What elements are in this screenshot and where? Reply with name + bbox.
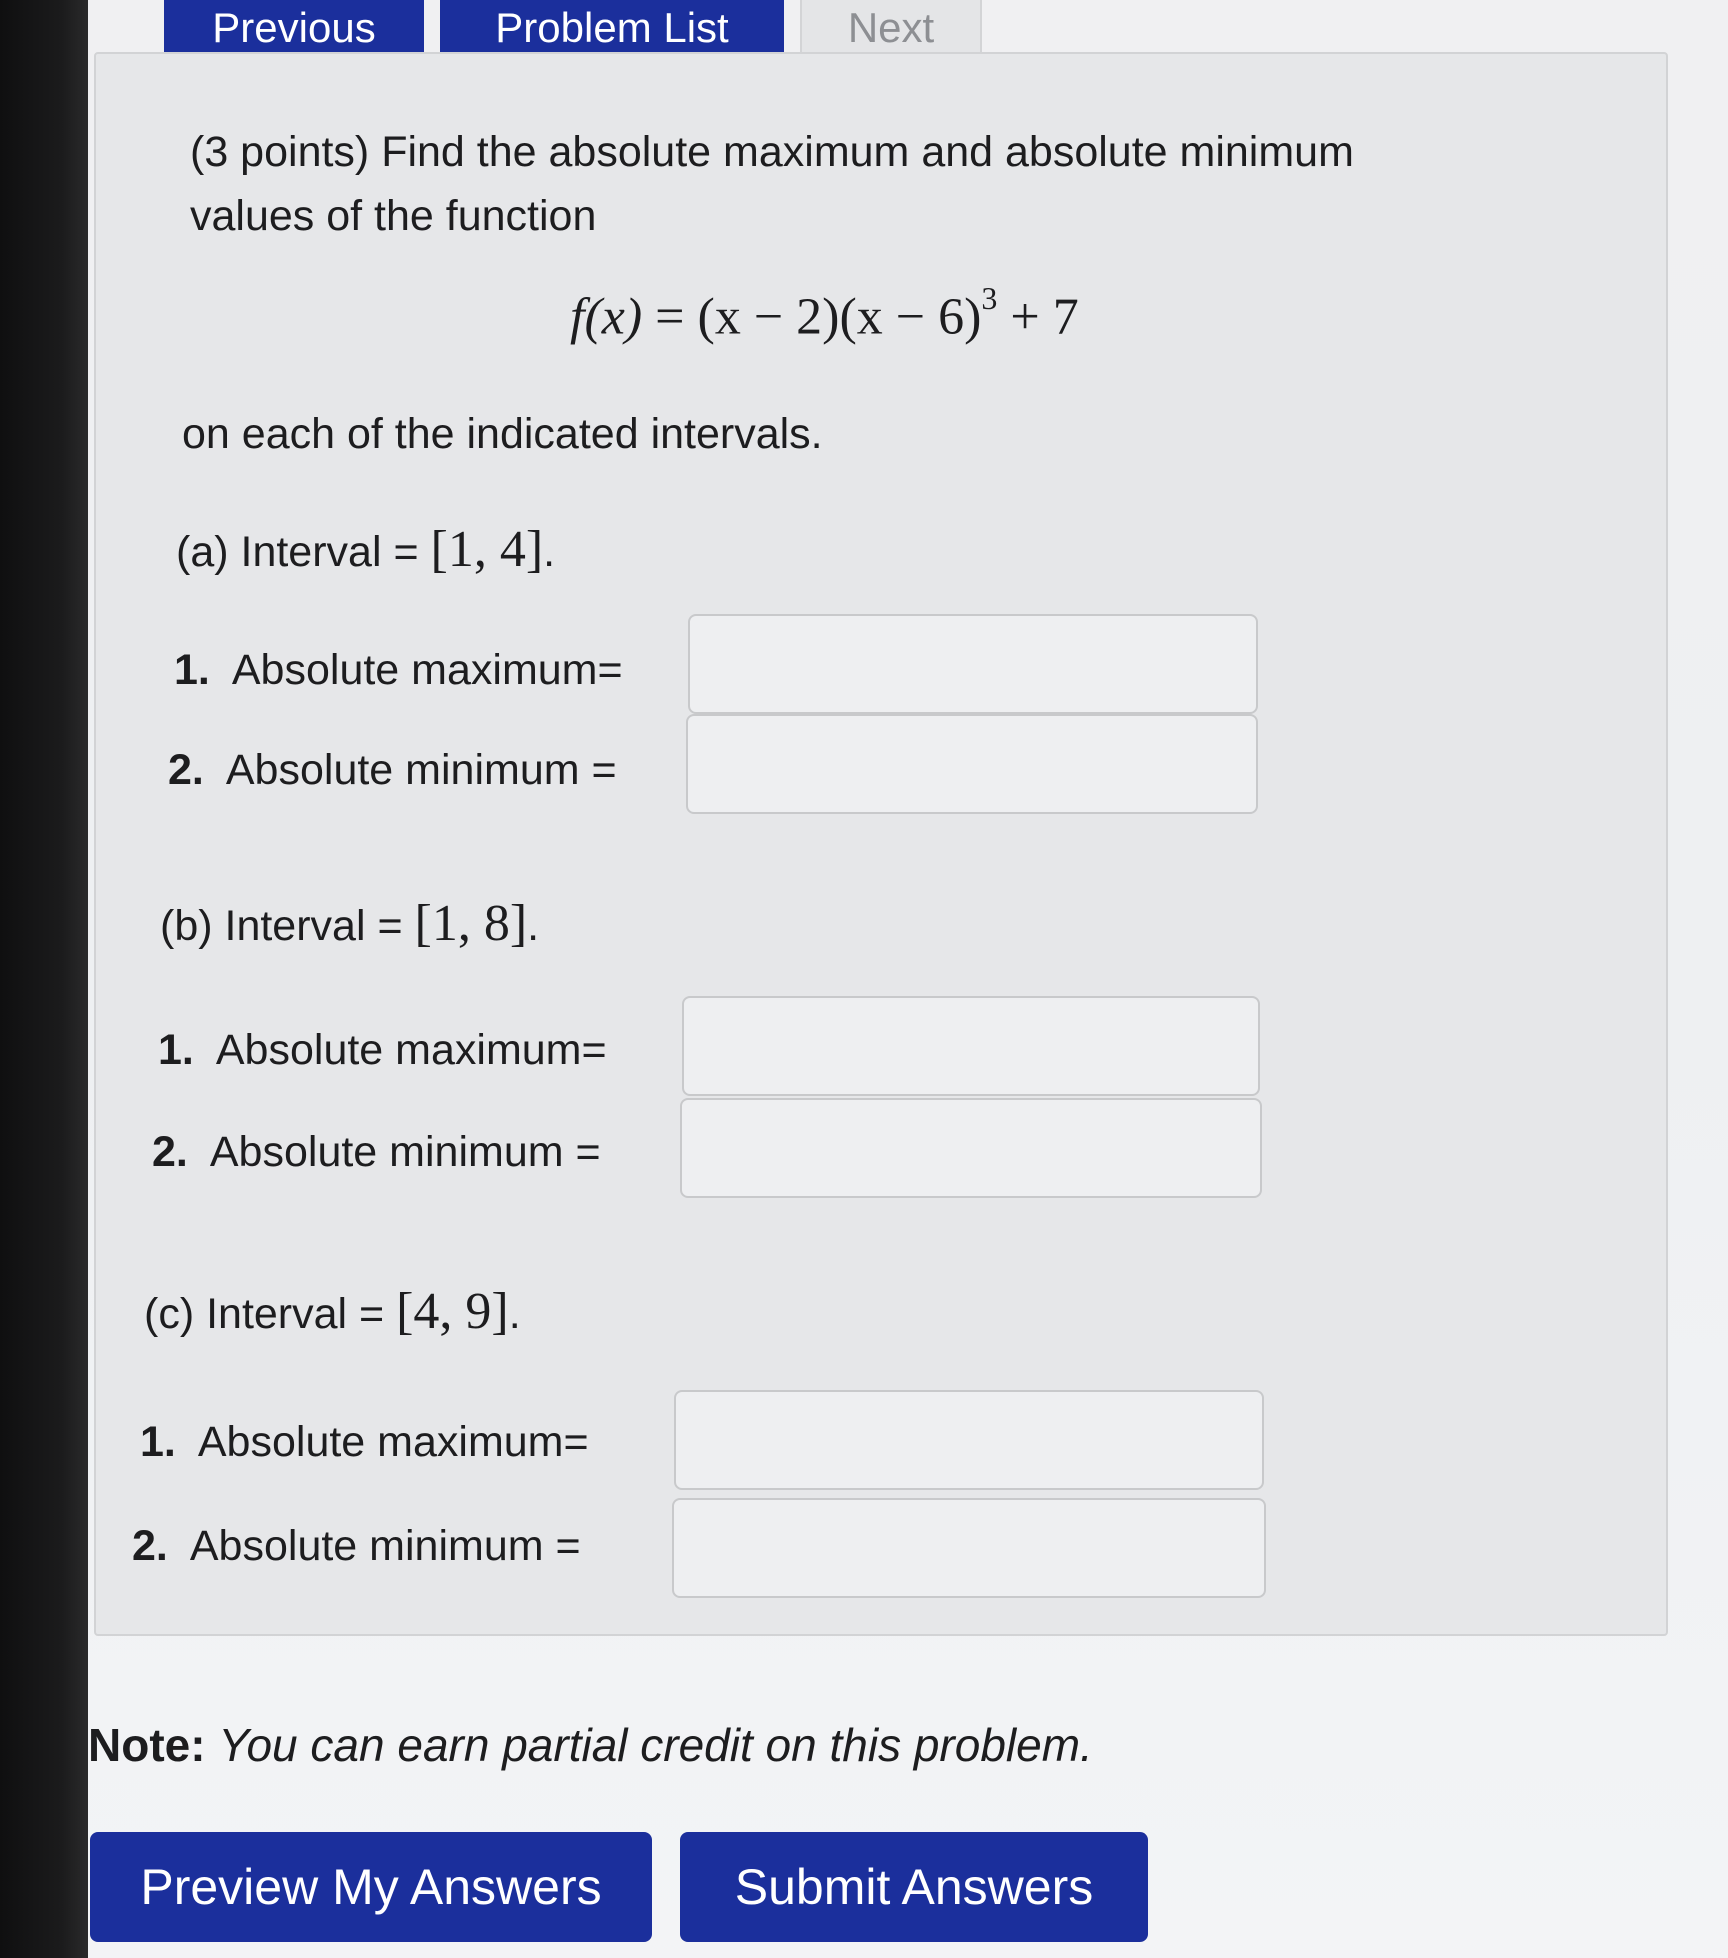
part-b-min-text: Absolute minimum = <box>209 1128 601 1176</box>
part-a-label: (a) Interval = <box>176 528 431 576</box>
function-rhs-part2: + 7 <box>1010 288 1079 346</box>
part-c-min-input[interactable] <box>672 1498 1266 1598</box>
part-c-min-text: Absolute minimum = <box>189 1522 581 1570</box>
part-a-interval: [1, 4] <box>430 521 544 578</box>
part-c-min-label <box>132 1522 581 1571</box>
submit-answers-button[interactable] <box>680 1832 1148 1942</box>
part-c-max-num: 1. <box>140 1418 176 1466</box>
intervals-intro: on each of the indicated intervals. <box>182 410 823 458</box>
part-c-max-text: Absolute maximum= <box>197 1418 589 1466</box>
part-b-heading <box>160 894 539 953</box>
part-c-min-num: 2. <box>132 1522 168 1570</box>
problem-list-button-label: Problem List <box>495 4 729 51</box>
part-b-interval: [1, 8] <box>414 895 528 952</box>
function-lhs: f(x) <box>570 288 643 346</box>
note-label: Note: <box>88 1719 206 1771</box>
submit-answers-label: Submit Answers <box>734 1859 1094 1915</box>
part-b-min-num: 2. <box>152 1128 188 1176</box>
problem-intro-line-2: values of the function <box>190 192 597 240</box>
part-b-suffix: . <box>527 902 540 950</box>
part-c-label: (c) Interval = <box>144 1290 397 1338</box>
part-a-max-label <box>174 646 623 695</box>
function-formula <box>570 280 1079 346</box>
part-a-min-input[interactable] <box>686 714 1258 814</box>
next-button-label: Next <box>847 4 935 51</box>
part-b-max-input[interactable] <box>682 996 1260 1096</box>
part-b-label: (b) Interval = <box>160 902 415 950</box>
part-c-heading <box>144 1282 521 1341</box>
part-a-min-num: 2. <box>168 746 204 794</box>
note-text: You can earn partial credit on this problem. <box>218 1719 1093 1771</box>
device-bezel <box>0 0 88 1958</box>
part-a-max-input[interactable] <box>688 614 1258 714</box>
part-a-suffix: . <box>543 528 556 576</box>
previous-button-label: Previous <box>212 4 376 51</box>
part-a-min-text: Absolute minimum = <box>225 746 617 794</box>
part-c-max-input[interactable] <box>674 1390 1264 1490</box>
preview-answers-button[interactable] <box>90 1832 652 1942</box>
part-b-max-num: 1. <box>158 1026 194 1074</box>
preview-answers-label: Preview My Answers <box>140 1859 602 1915</box>
part-a-min-label <box>168 746 617 795</box>
part-b-min-label <box>152 1128 601 1177</box>
part-a-heading <box>176 520 555 579</box>
part-b-max-label <box>158 1026 607 1075</box>
partial-credit-note <box>88 1718 1093 1772</box>
function-exponent: 3 <box>981 280 998 316</box>
part-a-max-text: Absolute maximum= <box>231 646 623 694</box>
function-rhs-part1: = (x − 2)(x − 6) <box>655 288 982 346</box>
part-b-max-text: Absolute maximum= <box>215 1026 607 1074</box>
part-c-suffix: . <box>508 1290 521 1338</box>
part-c-interval: [4, 9] <box>396 1283 509 1340</box>
part-a-max-num: 1. <box>174 646 210 694</box>
problem-intro-line-1: (3 points) Find the absolute maximum and absolute minimum <box>190 128 1354 176</box>
part-b-min-input[interactable] <box>680 1098 1262 1198</box>
part-c-max-label <box>140 1418 589 1467</box>
